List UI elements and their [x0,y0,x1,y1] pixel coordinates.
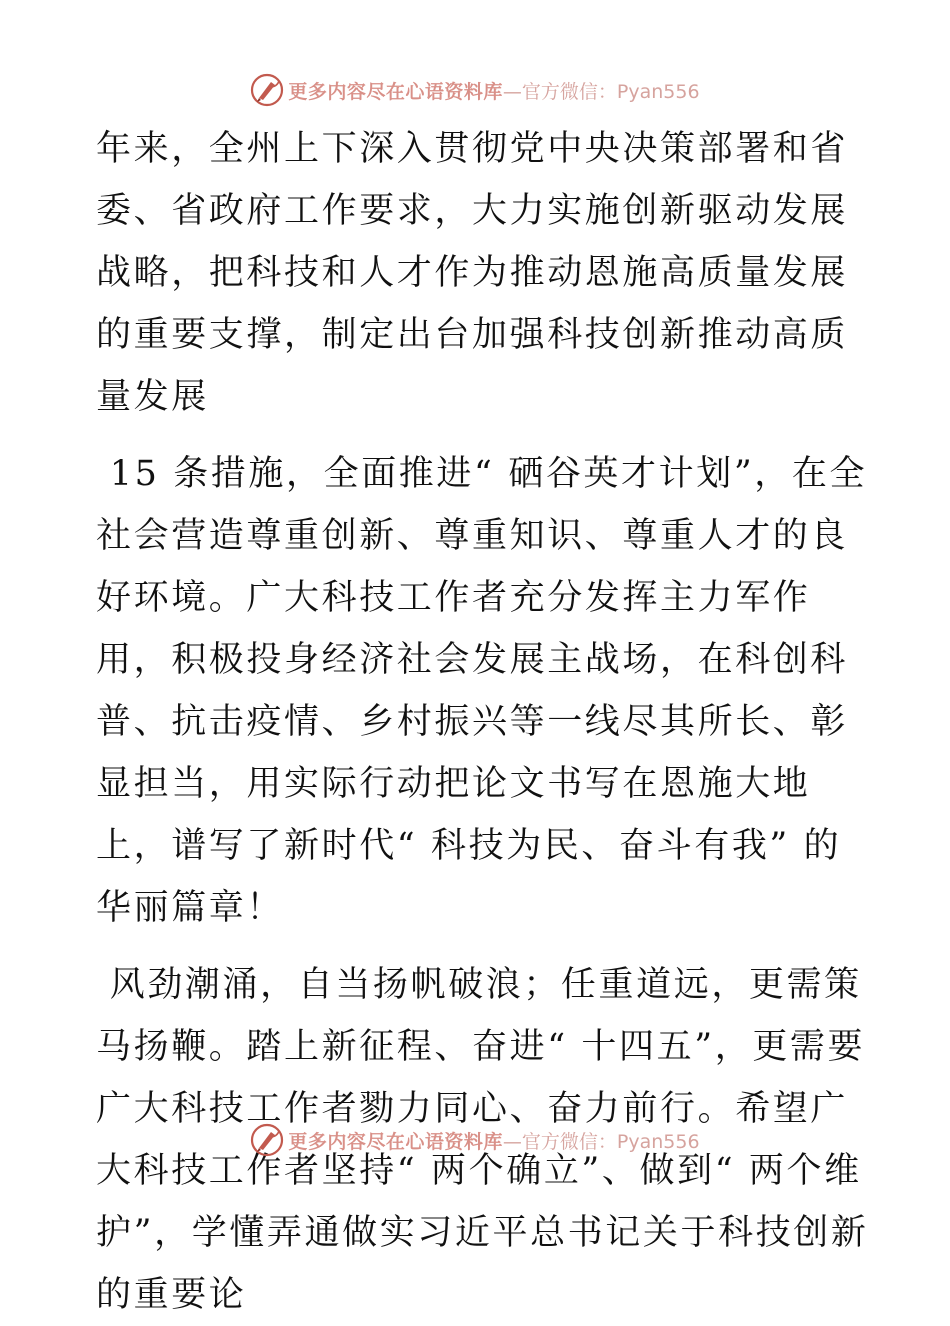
paragraph-2: 15 条措施，全面推进“ 硒谷英才计划”，在全社会营造尊重创新、尊重知识、尊重人才的良好环境。广大科技工作者充分发挥主力军作用，积极投身经济社会发展主战场，在科创科普、抗击疫情、乡村振兴等一线尽其所长、彰显担当，用实际行动把论文书写在恩施大地上，谱写了新时代“ 科技为民、奋斗有我” 的华丽篇章！ [96,454,868,928]
quill-pen-logo-icon [250,73,284,107]
paragraph-3: 风劲潮涌，自当扬帆破浪；任重道远，更需策马扬鞭。踏上新征程、奋进“ 十四五”，更需要广大科技工作者勠力同心、奋力前行。希望广大科技工作者坚持“ 两个确立”、做到“ 两个维护”，学懂弄通做实习近平总书记关于科技创新的重要论 [96,965,869,1315]
quill-pen-logo-icon [250,1123,284,1157]
paragraph-1: 年来，全州上下深入贯彻党中央决策部署和省委、省政府工作要求，大力实施创新驱动发展战略，把科技和人才作为推动恩施高质量发展的重要支撑，制定出台加强科技创新推动高质量发展 [96,129,849,417]
watermark-contact-text: —官方微信：Pyan556 [502,1130,700,1153]
watermark-main-text: 更多内容尽在心语资料库 [288,1130,503,1153]
header-watermark [0,70,950,110]
watermark-main-text: 更多内容尽在心语资料库 [288,80,503,103]
watermark-contact-text: —官方微信：Pyan556 [502,80,700,103]
footer-watermark [0,1120,950,1160]
